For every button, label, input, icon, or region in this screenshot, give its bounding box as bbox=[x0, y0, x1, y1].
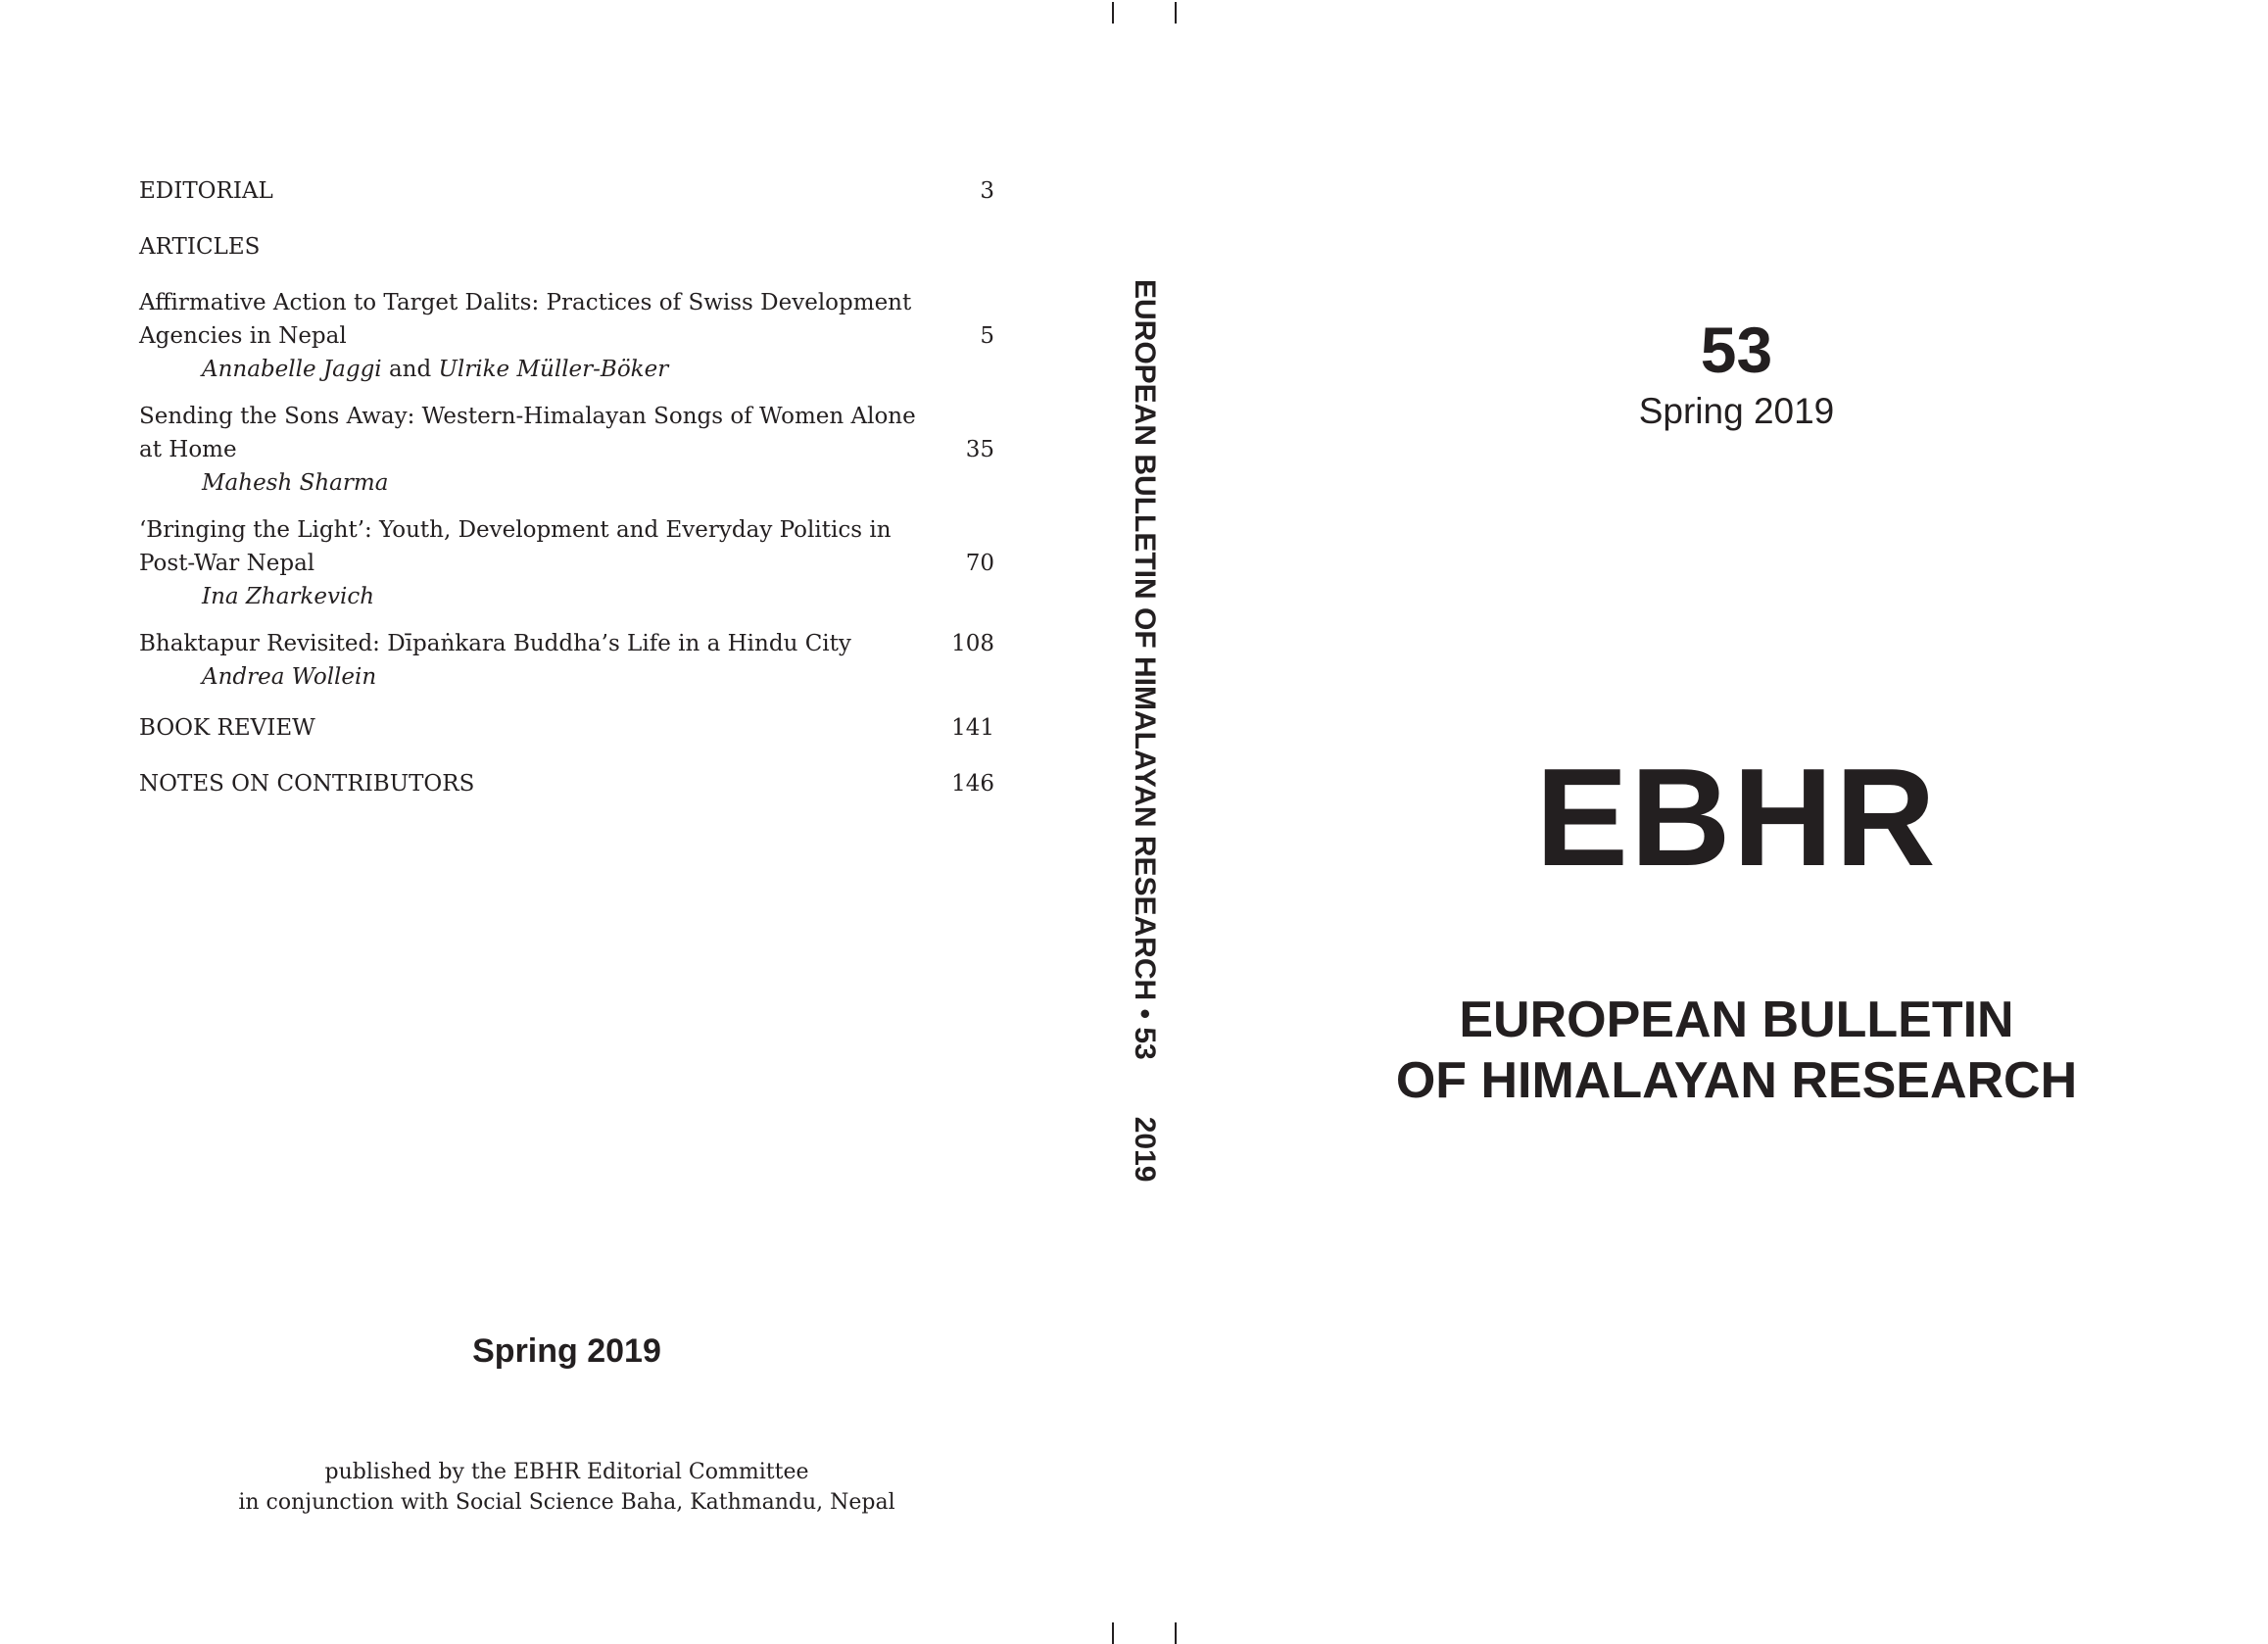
article-title-line: Bhaktapur Revisited: Dīpaṅkara Buddha’s Life in a Hindu City bbox=[139, 631, 851, 656]
toc-page-number: 108 bbox=[951, 631, 994, 656]
toc-section-label: NOTES ON CONTRIBUTORS bbox=[139, 771, 475, 797]
crop-mark-bottom-right bbox=[1175, 1622, 1177, 1644]
article-authors bbox=[139, 660, 994, 694]
toc-book-review bbox=[139, 711, 994, 745]
crop-mark-top-right bbox=[1175, 2, 1177, 24]
spine-title: EUROPEAN BULLETIN OF HIMALAYAN RESEARCH • 53 bbox=[1129, 279, 1161, 1060]
toc-page-number: 70 bbox=[965, 551, 994, 576]
journal-title-line: EUROPEAN BULLETIN bbox=[1459, 991, 2014, 1048]
toc-section-label: EDITORIAL bbox=[139, 178, 273, 204]
article-title-line: Post-War Nepal bbox=[139, 551, 315, 576]
journal-title bbox=[1205, 990, 2268, 1111]
publisher-line: published by the EBHR Editorial Committee bbox=[324, 1460, 809, 1484]
author-joiner: and bbox=[388, 357, 432, 382]
spine-year: 2019 bbox=[1129, 1116, 1161, 1183]
front-cover bbox=[1205, 0, 2268, 1636]
article-title-line: Agencies in Nepal bbox=[139, 323, 347, 349]
toc-section-label: BOOK REVIEW bbox=[139, 715, 315, 741]
issue-number: 53 bbox=[1700, 314, 1773, 386]
toc-articles-heading bbox=[139, 230, 994, 264]
toc-page-number: 3 bbox=[980, 178, 994, 204]
toc-page-number: 141 bbox=[951, 715, 994, 741]
spine-text bbox=[1111, 279, 1161, 1183]
toc-section-label: ARTICLES bbox=[139, 234, 261, 260]
issue-season: Spring 2019 bbox=[1638, 391, 1835, 431]
author-name: Andrea Wollein bbox=[202, 664, 377, 690]
toc-notes-on-contributors bbox=[139, 767, 994, 800]
publisher-note bbox=[139, 1457, 994, 1518]
toc-page-number: 35 bbox=[965, 437, 994, 462]
author-name: Annabelle Jaggi bbox=[202, 357, 382, 382]
author-name: Mahesh Sharma bbox=[202, 470, 389, 496]
article-title-line: Sending the Sons Away: Western-Himalayan Songs of Women Alone bbox=[139, 404, 916, 429]
toc-editorial bbox=[139, 174, 994, 208]
toc-article bbox=[139, 286, 994, 386]
table-of-contents bbox=[139, 174, 994, 823]
article-authors bbox=[139, 580, 994, 613]
journal-acronym: EBHR bbox=[1535, 740, 1938, 895]
toc-page-number: 5 bbox=[980, 323, 994, 349]
article-title-line: Affirmative Action to Target Dalits: Practices of Swiss Development bbox=[139, 290, 912, 315]
toc-page-number: 146 bbox=[951, 771, 994, 797]
article-authors bbox=[139, 466, 994, 500]
toc-article bbox=[139, 400, 994, 500]
crop-mark-top-left bbox=[1112, 2, 1114, 24]
article-authors bbox=[139, 353, 994, 386]
article-title-line: at Home bbox=[139, 437, 237, 462]
back-cover-season: Spring 2019 bbox=[472, 1332, 661, 1370]
toc-article bbox=[139, 513, 994, 613]
author-name: Ulrike Müller-Böker bbox=[438, 357, 669, 382]
author-name: Ina Zharkevich bbox=[202, 584, 375, 609]
crop-mark-bottom-left bbox=[1112, 1622, 1114, 1644]
journal-title-line: OF HIMALAYAN RESEARCH bbox=[1395, 1052, 2078, 1109]
article-title-line: ‘Bringing the Light’: Youth, Development and Everyday Politics in bbox=[139, 517, 892, 543]
publisher-line: in conjunction with Social Science Baha, Kathmandu, Nepal bbox=[238, 1490, 895, 1515]
toc-article bbox=[139, 627, 994, 694]
